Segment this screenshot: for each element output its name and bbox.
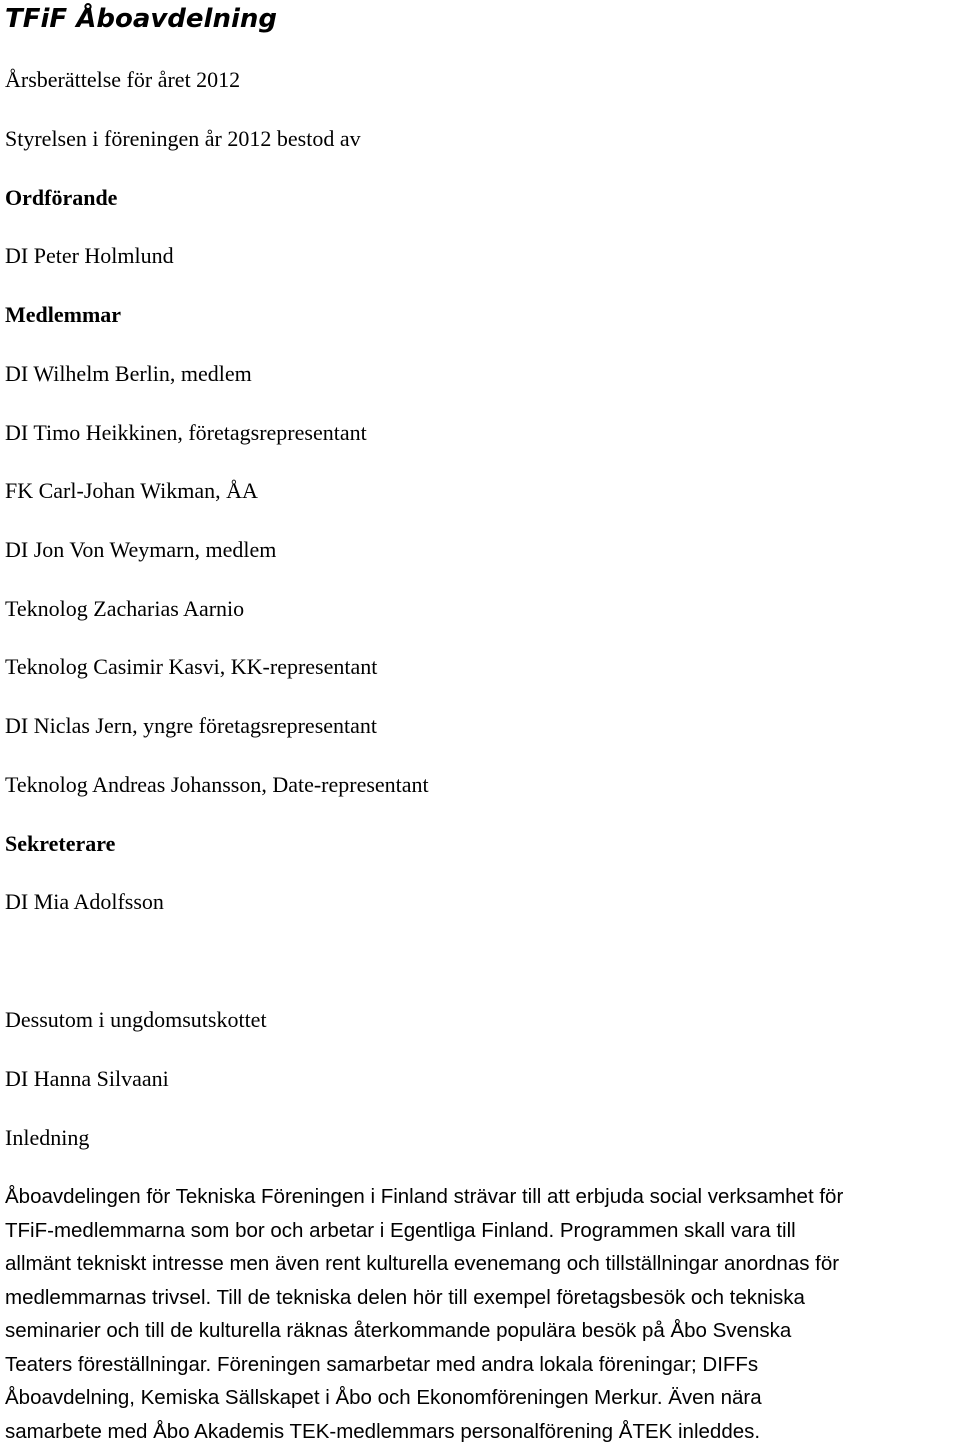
- youth-committee-name: DI Hanna Silvaani: [5, 1065, 169, 1093]
- youth-committee-heading: Dessutom i ungdomsutskottet: [5, 1006, 267, 1034]
- member-item: DI Jon Von Weymarn, medlem: [5, 536, 276, 564]
- member-item: Teknolog Andreas Johansson, Date-representant: [5, 771, 429, 799]
- paragraph-line: medlemmarnas trivsel. Till de tekniska delen hör till exempel företagsbesök och tekniska: [5, 1281, 960, 1315]
- secretary-name: DI Mia Adolfsson: [5, 888, 164, 916]
- member-item: FK Carl-Johan Wikman, ÅA: [5, 477, 258, 505]
- member-item: DI Niclas Jern, yngre företagsrepresentant: [5, 712, 377, 740]
- introduction-heading: Inledning: [5, 1124, 89, 1152]
- paragraph-line: allmänt tekniskt intresse men även rent kulturella evenemang och tillställningar anordnas för: [5, 1247, 960, 1281]
- chair-heading: Ordförande: [5, 184, 117, 212]
- members-heading: Medlemmar: [5, 301, 121, 329]
- document-title: TFiF Åboavdelning: [5, 2, 277, 36]
- paragraph-line: Åboavdelingen för Tekniska Föreningen i Finland strävar till att erbjuda social verksamhet för: [5, 1180, 960, 1214]
- member-item: Teknolog Casimir Kasvi, KK-representant: [5, 653, 377, 681]
- paragraph-line: seminarier och till de kulturella räknas återkommande populära besök på Åbo Svenska: [5, 1314, 960, 1348]
- paragraph-line: Åboavdelning, Kemiska Sällskapet i Åbo och Ekonomföreningen Merkur. Även nära: [5, 1381, 960, 1415]
- paragraph-line: Teaters föreställningar. Föreningen samarbetar med andra lokala föreningar; DIFFs: [5, 1348, 960, 1382]
- member-item: Teknolog Zacharias Aarnio: [5, 595, 244, 623]
- introduction-paragraph: [5, 1180, 960, 1448]
- paragraph-line: TFiF-medlemmarna som bor och arbetar i Egentliga Finland. Programmen skall vara till: [5, 1214, 960, 1248]
- secretary-heading: Sekreterare: [5, 830, 115, 858]
- member-item: DI Wilhelm Berlin, medlem: [5, 360, 252, 388]
- board-intro: Styrelsen i föreningen år 2012 bestod av: [5, 125, 361, 153]
- paragraph-line: samarbete med Åbo Akademis TEK-medlemmars personalförening ÅTEK inleddes.: [5, 1415, 960, 1448]
- chair-name: DI Peter Holmlund: [5, 242, 174, 270]
- member-item: DI Timo Heikkinen, företagsrepresentant: [5, 419, 367, 447]
- report-subtitle: Årsberättelse för året 2012: [5, 66, 240, 94]
